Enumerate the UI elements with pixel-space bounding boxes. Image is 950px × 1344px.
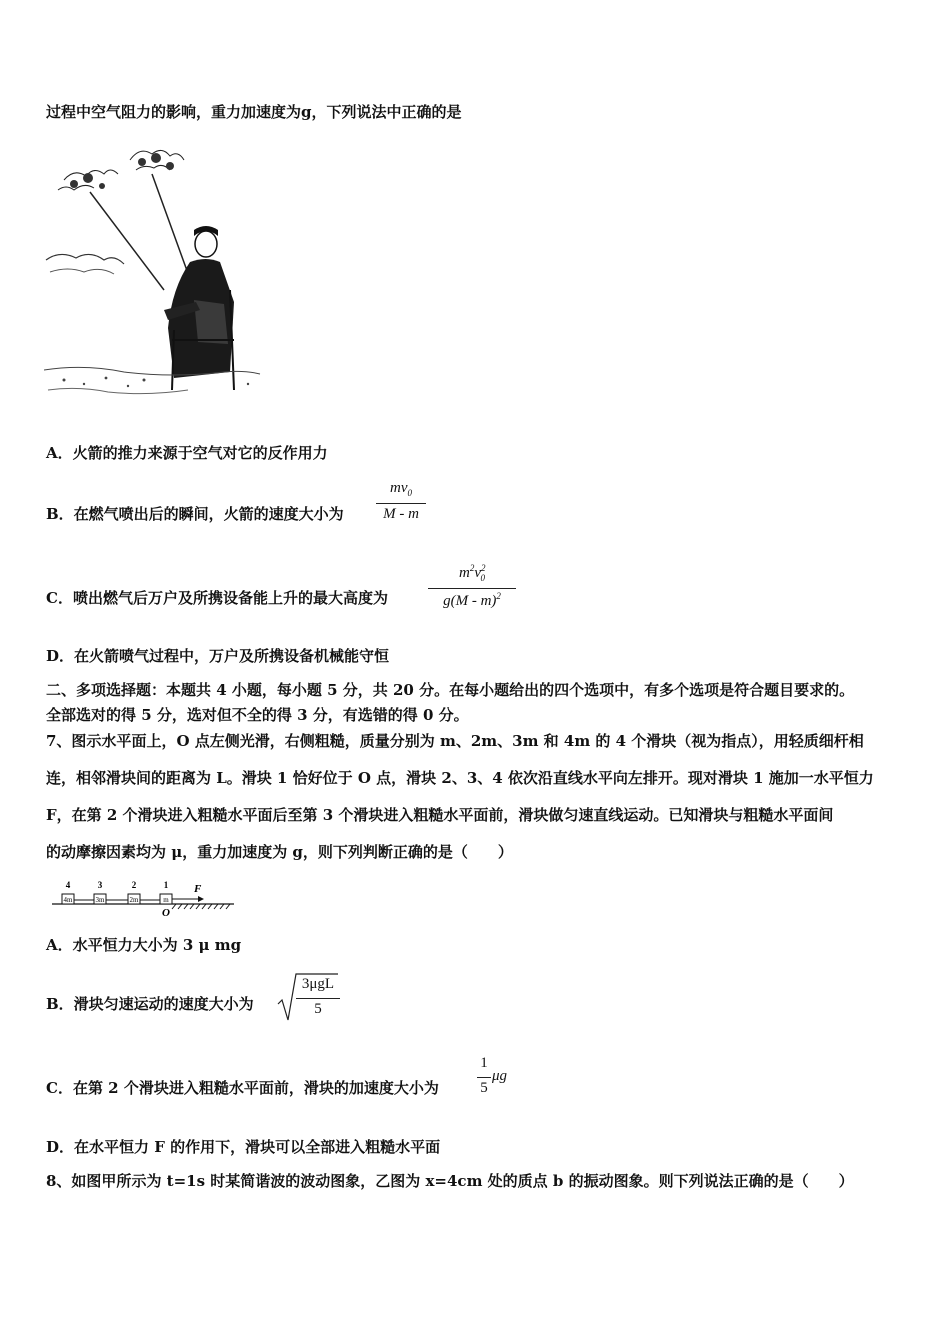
block-2-mass: 2m	[129, 896, 139, 904]
q6-option-b-text: B．在燃气喷出后的瞬间，火箭的速度大小为	[46, 505, 344, 523]
block-4-label: 4	[65, 880, 71, 890]
q7-line2: 连，相邻滑块间的距离为 L。滑块 1 恰好位于 O 点，滑块 2、3、4 依次沿直线水平向左排开。现对滑块 1 施加一水平恒力	[46, 769, 874, 787]
section2-line1: 二、多项选择题：本题共 4 小题，每小题 5 分，共 20 分。在每小题给出的四个选项中，有多个选项是符合题目要求的。	[46, 681, 855, 699]
q6-b-num-sub: 0	[407, 488, 412, 498]
q6-option-c-text: C．喷出燃气后万户及所携设备能上升的最大高度为	[46, 589, 388, 607]
q6-c-num-v: v	[474, 565, 481, 581]
block-2-label: 2	[131, 880, 137, 890]
q6-b-den: M - m	[383, 506, 419, 522]
block-3-mass: 3m	[95, 896, 105, 904]
block-4-mass: 4m	[63, 896, 73, 904]
q6-c-num: m	[458, 565, 470, 581]
force-arrow-icon	[198, 896, 204, 902]
q6-c-num-v-sup: 2	[481, 563, 486, 573]
q6-option-c-fraction	[428, 563, 516, 615]
force-label: F	[194, 883, 202, 895]
q6-c-den: g(M - m)	[443, 593, 497, 609]
q7-line4: 的动摩擦因素均为 μ，重力加速度为 g，则下列判断正确的是（ ）	[46, 843, 513, 861]
q7-option-b-fraction	[296, 976, 340, 1022]
q7-line3: F，在第 2 个滑块进入粗糙水平面后至第 3 个滑块进入粗糙水平面前，滑块做匀速直线运动。已知滑块与粗糙水平面间	[46, 806, 834, 824]
q6-option-b-fraction	[376, 480, 426, 528]
q7-option-b-text: B．滑块匀速运动的速度大小为	[46, 995, 254, 1013]
q7-option-c-fraction	[477, 1055, 491, 1101]
q6-c-num-v-sub: 0	[480, 573, 485, 583]
block-3-label: 3	[97, 880, 103, 890]
rocket-stick-left	[90, 192, 164, 290]
q6-c-num-sup: 2	[469, 563, 475, 573]
q6-option-a: A．火箭的推力来源于空气对它的反作用力	[46, 444, 328, 462]
q7-c-den: 5	[480, 1080, 488, 1096]
section2-line2: 全部选对的得 5 分，选对但不全的得 3 分，有选错的得 0 分。	[46, 706, 469, 724]
seated-man-icon	[164, 226, 234, 378]
q7-line1: 7、图示水平面上，O 点左侧光滑，右侧粗糙，质量分别为 m、2m、3m 和 4m 的 4 个滑块（视为指点），用轻质细杆相	[46, 732, 864, 750]
block-1-mass: m	[163, 896, 169, 904]
q7-b-num: 3μgL	[301, 976, 335, 992]
q7-c-after: μg	[492, 1068, 508, 1084]
q7-option-a: A．水平恒力大小为 3 μ mg	[46, 936, 242, 954]
block-1-label: 1	[163, 880, 169, 890]
q7-option-d: D．在水平恒力 F 的作用下，滑块可以全部进入粗糙水平面	[46, 1138, 441, 1156]
q7-option-c-text: C．在第 2 个滑块进入粗糙水平面前，滑块的加速度大小为	[46, 1079, 439, 1097]
origin-label: O	[162, 907, 170, 918]
q6-c-den-sup: 2	[496, 591, 501, 601]
q6-b-num: mv	[390, 480, 408, 496]
q7-c-num: 1	[480, 1055, 488, 1071]
intro-line: 过程中空气阻力的影响，重力加速度为g，下列说法中正确的是	[46, 103, 462, 121]
q7-b-den: 5	[314, 1001, 322, 1017]
q7-sliders-diagram	[48, 876, 238, 918]
q6-option-d: D．在火箭喷气过程中，万户及所携设备机械能守恒	[46, 647, 390, 665]
q8-line1: 8、如图甲所示为 t=1s 时某简谐波的波动图象，乙图为 x=4cm 处的质点 b 的振动图象。则下列说法正确的是（ ）	[46, 1172, 854, 1190]
wan-hu-illustration	[44, 140, 262, 406]
